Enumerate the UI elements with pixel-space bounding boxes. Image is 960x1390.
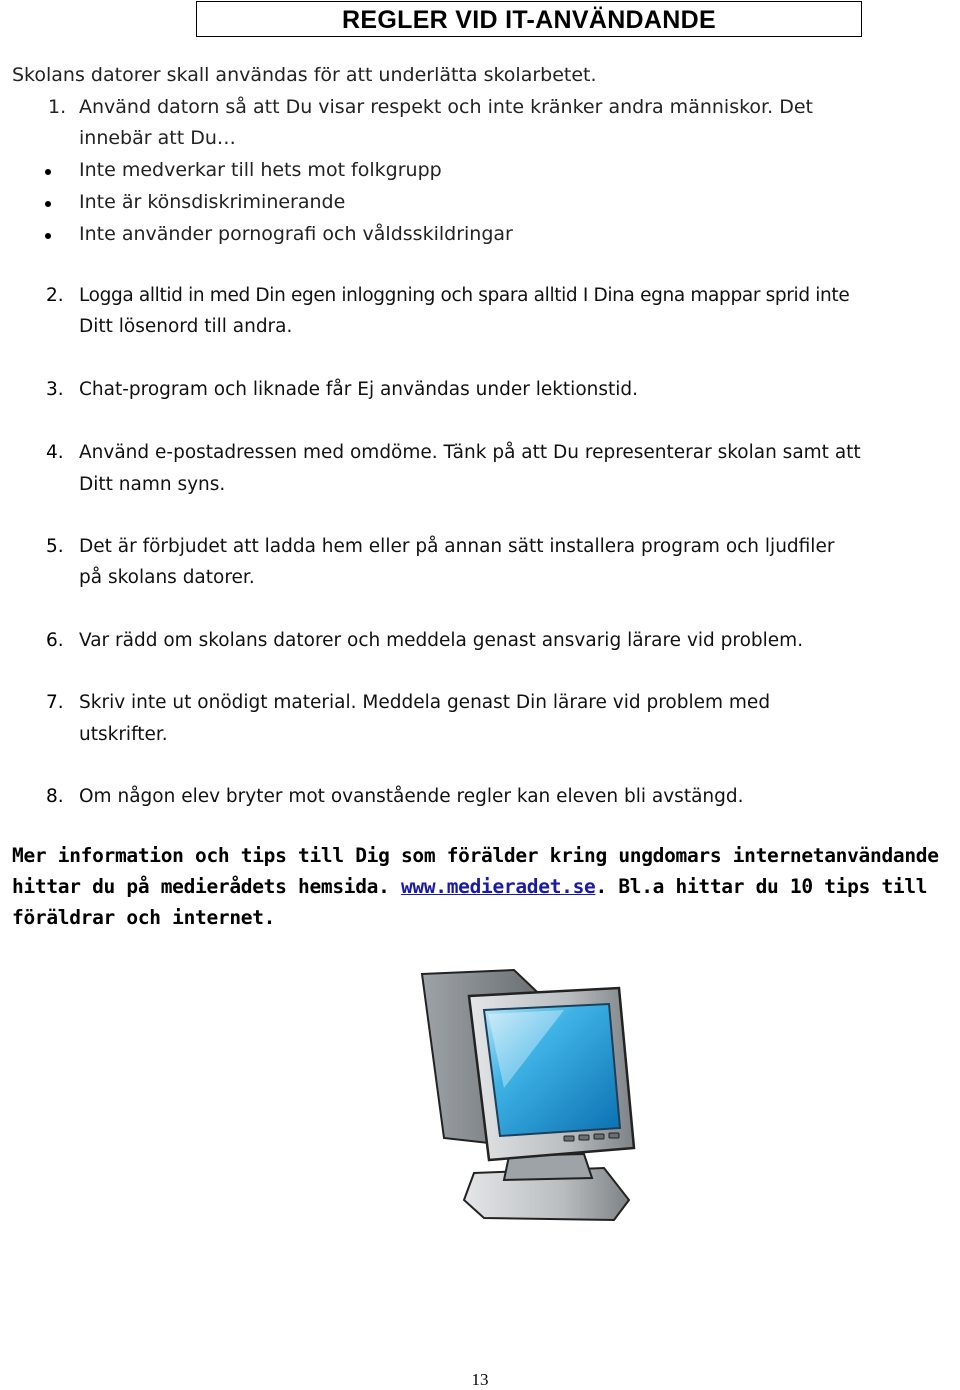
info-line-2 [12, 871, 927, 902]
rule-5-line-1: Det är förbjudet att ladda hem eller på annan sätt installera program och ljudfiler [79, 536, 835, 557]
rule-7-line-2: utskrifter. [79, 724, 168, 745]
bullet-icon [45, 169, 51, 175]
page-number: 13 [471, 1370, 489, 1389]
bullet-icon [45, 201, 51, 207]
rule-8-line-1: Om någon elev bryter mot ovanstående regler kan eleven bli avstängd. [79, 786, 744, 807]
info-line-1: Mer information och tips till Dig som förälder kring ungdomars internetanvändande [12, 844, 939, 867]
rule-1-line-1: Använd datorn så att Du visar respekt och inte kränker andra människor. Det [79, 96, 813, 118]
rule-4-line-1: Använd e-postadressen med omdöme. Tänk på att Du representerar skolan samt att [79, 442, 861, 463]
bullet-icon [45, 233, 51, 239]
rule-1-bullet-3: Inte använder pornografi och våldsskildringar [79, 223, 513, 245]
rule-1-bullet-1: Inte medverkar till hets mot folkgrupp [79, 159, 442, 181]
rule-3-number: 3. [46, 379, 64, 400]
rule-4-line-2: Ditt namn syns. [79, 474, 226, 495]
rule-1-bullet-2: Inte är könsdiskriminerande [79, 191, 346, 213]
info-line-3: föräldrar och internet. [12, 906, 276, 929]
info-text: hittar du på medierådets hemsida. [12, 875, 401, 898]
info-text-after: . Bl.a hittar du 10 tips till [595, 875, 928, 898]
rule-2-line-2: Ditt lösenord till andra. [79, 316, 293, 337]
medieradet-link[interactable]: www.medieradet.se [400, 875, 596, 898]
rule-2-line-1: Logga alltid in med Din egen inloggning och spara alltid I Dina egna mappar sprid inte [79, 285, 850, 306]
rule-1-line-2: innebär att Du… [79, 127, 236, 149]
rule-5-number: 5. [46, 536, 64, 557]
rule-1-number: 1. [48, 96, 67, 118]
rule-6-number: 6. [46, 630, 64, 651]
page-title: REGLER VID IT-ANVÄNDANDE [196, 1, 862, 37]
intro-text: Skolans datorer skall användas för att underlätta skolarbetet. [12, 64, 597, 86]
rule-6-line-1: Var rädd om skolans datorer och meddela genast ansvarig lärare vid problem. [79, 630, 804, 651]
rule-7-line-1: Skriv inte ut onödigt material. Meddela genast Din lärare vid problem med [79, 692, 771, 713]
rule-8-number: 8. [46, 786, 64, 807]
rule-5-line-2: på skolans datorer. [79, 567, 255, 588]
rule-7-number: 7. [46, 692, 64, 713]
computer-monitor-icon [414, 968, 654, 1233]
rule-3-line-1: Chat-program och liknade får Ej användas under lektionstid. [79, 379, 639, 400]
rule-4-number: 4. [46, 442, 64, 463]
rule-2-number: 2. [46, 285, 64, 306]
